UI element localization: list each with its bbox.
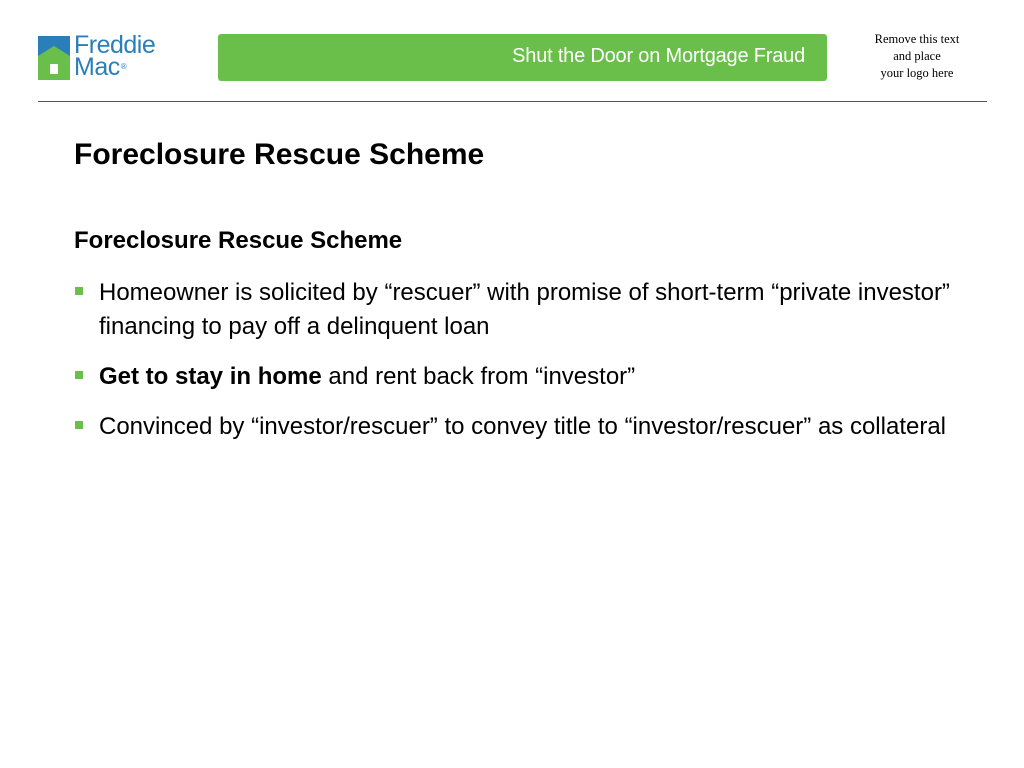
slide-title: Foreclosure Rescue Scheme [74, 138, 485, 171]
header-banner [218, 34, 827, 81]
bullet-bold-text: Get to stay in home [99, 363, 322, 390]
bullet-text: Convinced by “investor/rescuer” to convey title to “investor/rescuer” as collateral [99, 413, 947, 440]
bullet-square-icon [75, 287, 83, 295]
bullet-list [74, 276, 964, 460]
bullet-item [74, 410, 964, 444]
slide-subheading: Foreclosure Rescue Scheme [74, 227, 403, 254]
bullet-item [74, 276, 964, 344]
logo-line-2-text: Mac [74, 53, 120, 81]
house-logo-icon [38, 36, 70, 80]
bullet-square-icon [75, 371, 83, 379]
freddie-mac-logo [38, 31, 178, 82]
logo-placeholder-text [852, 31, 982, 82]
logo-line-2 [74, 53, 178, 81]
bullet-text: Homeowner is solicited by “rescuer” with promise of short-term “private investor” financing to pay off a delinquent loan [99, 279, 950, 340]
logo-placeholder-line-1: Remove this text [874, 32, 960, 46]
banner-text: Shut the Door on Mortgage Fraud [512, 45, 805, 67]
header-divider [38, 101, 987, 102]
registered-mark: ® [120, 62, 127, 71]
bullet-square-icon [75, 421, 83, 429]
logo-placeholder-line-3: your logo here [880, 66, 954, 80]
logo-line-1: Freddie [74, 31, 156, 59]
logo-placeholder-line-2: and place [893, 49, 941, 63]
bullet-item [74, 360, 964, 394]
bullet-text: and rent back from “investor” [321, 363, 636, 390]
logo-wordmark [74, 31, 178, 81]
